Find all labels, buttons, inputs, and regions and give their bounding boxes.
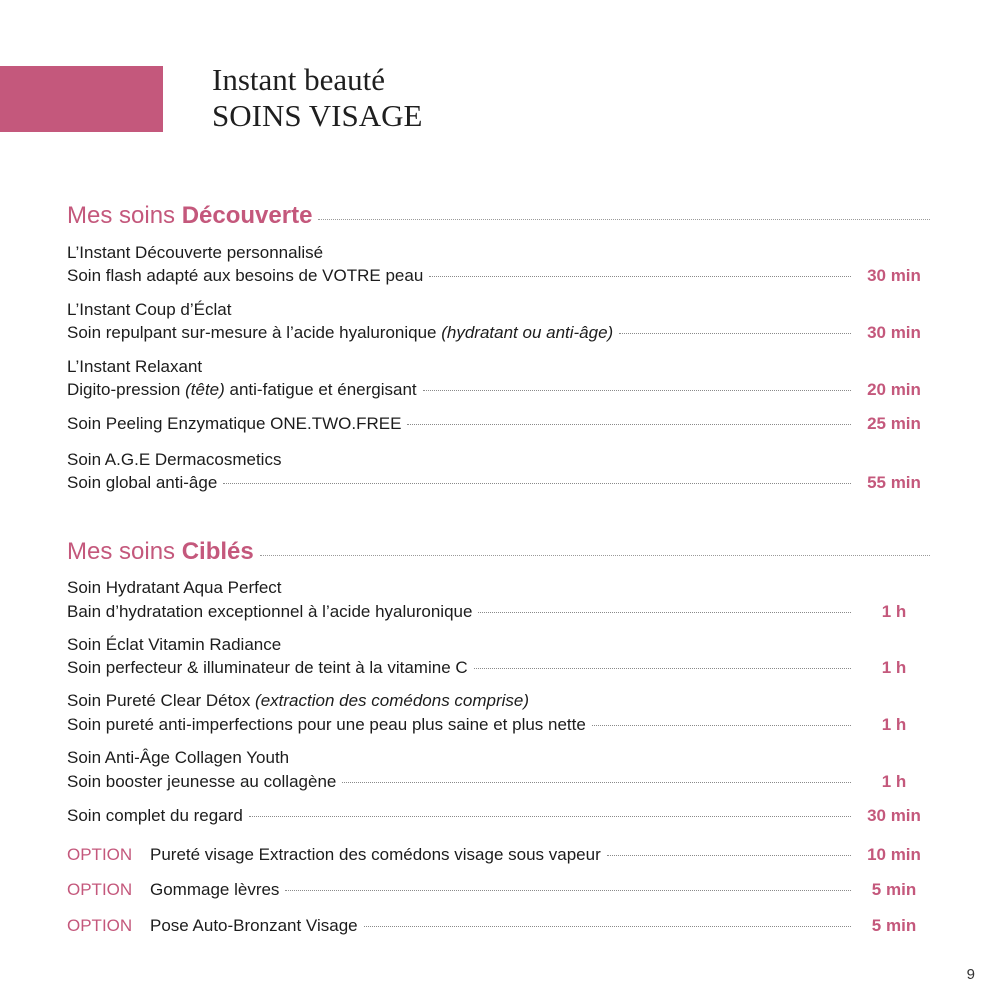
treatment-duration: 20 min [867,380,921,399]
option-duration: 5 min [871,916,917,935]
treatment-row [67,414,925,434]
treatment-duration: 30 min [867,323,921,342]
option-description: Pureté visage Extraction des comédons visage sous vapeur [150,845,601,864]
page-number: 9 [966,966,975,983]
leader-dots [364,926,851,927]
leader-dots [474,668,851,669]
treatment-duration: 55 min [867,473,921,492]
treatment-title: Soin Pureté Clear Détox (extraction des comédons comprise) [67,691,530,710]
accent-bar [0,66,163,132]
treatment-title: L’Instant Découverte personnalisé [67,243,324,262]
leader-dots [223,483,851,484]
leader-dots [429,276,851,277]
section-heading-prefix: Mes soins [67,538,182,565]
treatment-duration: 30 min [867,806,921,825]
treatment-duration: 1 h [881,602,907,621]
leader-dots [619,333,851,334]
option-row [67,880,925,900]
treatment-title: L’Instant Coup d’Éclat [67,300,232,319]
leader-dots [423,390,851,391]
treatment-description: Digito-pression (tête) anti-fatigue et énergisant [67,380,417,399]
option-duration: 5 min [871,880,917,899]
treatment-row [67,772,925,792]
treatment-title: Soin Anti-Âge Collagen Youth [67,748,290,767]
treatment-description: Soin global anti-âge [67,473,218,492]
section-heading-prefix: Mes soins [67,202,182,229]
leader-dots [285,890,851,891]
treatment-row [67,380,925,400]
treatment-description: Soin complet du regard [67,806,243,825]
page-title [212,62,422,134]
leader-dots [260,555,930,556]
option-row [67,916,925,936]
treatment-row [67,266,925,286]
treatment-row [67,715,925,735]
treatment-description: Soin flash adapté aux besoins de VOTRE peau [67,266,424,285]
treatment-row [67,473,925,493]
treatment-row [67,658,925,678]
treatment-title: Soin A.G.E Dermacosmetics [67,450,282,469]
option-label: OPTION [67,916,133,935]
treatment-description: Soin perfecteur & illuminateur de teint à la vitamine C [67,658,468,677]
section-heading-cibles [67,538,930,566]
treatment-description: Soin repulpant sur-mesure à l’acide hyaluronique (hydratant ou anti-âge) [67,323,614,342]
treatment-row [67,602,925,622]
section-heading-decouverte [67,202,930,230]
treatment-description: Soin booster jeunesse au collagène [67,772,337,791]
title-line-1: Instant beauté [212,62,386,97]
treatment-row [67,806,925,826]
leader-dots [592,725,851,726]
treatment-description: Soin pureté anti-imperfections pour une peau plus saine et plus nette [67,715,586,734]
treatment-duration: 1 h [881,658,907,677]
treatment-description: Bain d’hydratation exceptionnel à l’acide hyaluronique [67,602,473,621]
leader-dots [607,855,851,856]
option-row [67,845,925,865]
option-duration: 10 min [867,845,921,864]
treatment-row [67,323,925,343]
treatment-duration: 1 h [881,715,907,734]
option-label: OPTION [67,880,133,899]
treatment-title: L’Instant Relaxant [67,357,203,376]
treatment-description: Soin Peeling Enzymatique ONE.TWO.FREE [67,414,402,433]
treatment-title: Soin Éclat Vitamin Radiance [67,635,282,654]
treatment-title: Soin Hydratant Aqua Perfect [67,578,282,597]
option-label: OPTION [67,845,133,864]
leader-dots [249,816,851,817]
leader-dots [318,219,930,220]
leader-dots [478,612,851,613]
option-description: Pose Auto-Bronzant Visage [150,916,358,935]
title-line-2: SOINS VISAGE [212,98,423,133]
option-description: Gommage lèvres [150,880,280,899]
leader-dots [407,424,851,425]
section-heading-name: Ciblés [181,538,254,565]
treatment-duration: 30 min [867,266,921,285]
treatment-duration: 25 min [867,414,921,433]
treatment-duration: 1 h [881,772,907,791]
leader-dots [342,782,851,783]
section-heading-name: Découverte [181,202,313,229]
